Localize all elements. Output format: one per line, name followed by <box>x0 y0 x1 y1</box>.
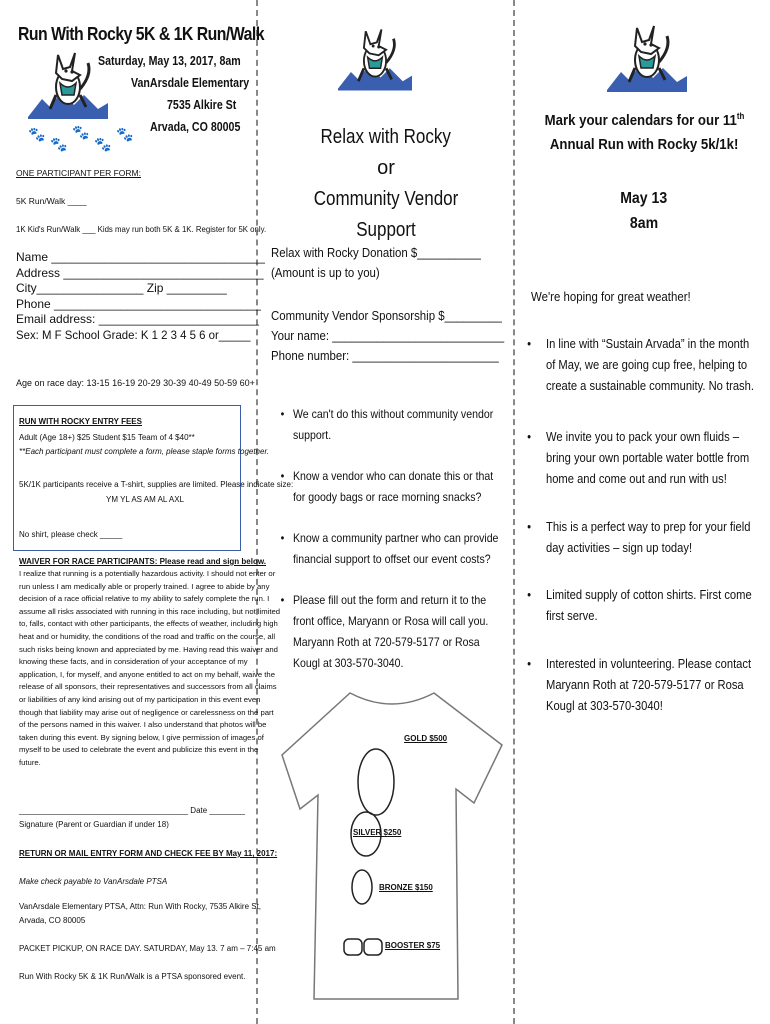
option-5k: 5K Run/Walk ____ <box>16 196 87 206</box>
school-street: 7535 Alkire St <box>167 98 237 112</box>
sponsorship-field[interactable]: Community Vendor Sponsorship $_________ <box>271 308 502 323</box>
info-bullet <box>546 516 750 558</box>
bullet-line: front office, Maryann or Rosa will call you. <box>293 614 489 628</box>
info-bullet <box>546 653 751 716</box>
bullet-line: • Know a vendor who can donate this or that <box>293 469 494 483</box>
event-title: Run With Rocky 5K & 1K Run/Walk <box>18 24 265 44</box>
vendor-bullet <box>293 528 498 570</box>
booster-tier: BOOSTER $75 <box>385 941 441 950</box>
race-time: 8am <box>629 215 659 232</box>
fold-divider-left <box>256 0 258 1024</box>
option-1k: 1K Kid's Run/Walk ___ Kids may run both 5K & 1K. Register for 5K only. <box>16 224 267 234</box>
waiver-line: release of all sponsors, their representatives and successors from all claims <box>19 682 277 692</box>
bullet-line: • We invite you to pack your own fluids – <box>546 429 740 444</box>
waiver-line: such risks being known and appreciated by me. Having read this waiver and <box>19 644 278 654</box>
one-participant-label: ONE PARTICIPANT PER FORM: <box>16 168 141 178</box>
weather-note: We're hoping for great weather! <box>531 289 691 304</box>
vendor-bullet <box>293 404 493 446</box>
shirt-note: 5K/1K participants receive a T-shirt, supplies are limited. Please indicate size: <box>19 480 294 489</box>
waiver-line: decision of a race official relative to my ability to safely complete the run. I <box>19 594 270 604</box>
fees-title: RUN WITH ROCKY ENTRY FEES <box>19 417 142 426</box>
calendar-sup: th <box>736 111 744 121</box>
paw-icon: 🐾 <box>28 126 46 142</box>
gold-tier: GOLD $500 <box>404 734 448 743</box>
payable-note: Make check payable to VanArsdale PTSA <box>19 877 168 886</box>
bullet-line: • Please fill out the form and return it to the <box>293 593 487 607</box>
waiver-line: heat and or humidity, the conditions of the road and traffic on the course, all <box>19 631 276 641</box>
waiver-line: or liabilities of any kind arising out of my participation in this event even <box>19 694 261 704</box>
signature-label: Signature (Parent or Guardian if under 18) <box>19 820 169 829</box>
paw-icon: 🐾 <box>116 126 134 142</box>
info-bullet <box>546 333 754 396</box>
mail-address-1: VanArsdale Elementary PTSA, Attn: Run With Rocky, 7535 Alkire St, <box>19 902 262 911</box>
bullet-line: Maryann Roth at 720-579-5177 or Rosa <box>546 677 744 692</box>
bullet-line: for goody bags or race morning snacks? <box>293 490 482 504</box>
rocky-wolf-logo <box>338 22 412 96</box>
waiver-line: knowing these facts, and in consideration of your acceptance of my <box>19 657 248 667</box>
packet-pickup: PACKET PICKUP, ON RACE DAY. SATURDAY, May 13. 7 am – 7:45 am <box>19 944 276 953</box>
info-bullet <box>546 426 749 489</box>
paw-prints <box>28 124 138 154</box>
shirt-sizes[interactable]: YM YL AS AM AL AXL <box>106 495 184 504</box>
silver-tier: SILVER $250 <box>353 828 402 837</box>
bullet-line: Maryann Roth at 720-579-5177 or Rosa <box>293 635 480 649</box>
vendor-heading <box>266 122 506 246</box>
bronze-tier: BRONZE $150 <box>379 883 433 892</box>
waiver-line: taken during this event. By signing below, I give permission of images of <box>19 732 264 742</box>
phone-number-field[interactable]: Phone number: _______________________ <box>271 348 499 363</box>
bullet-line: • We can't do this without community vendor <box>293 407 494 421</box>
waiver-line: application, I, for myself, and anyone entitled to act on my behalf, waive the <box>19 669 275 679</box>
bullet-line: first serve. <box>546 608 598 623</box>
paw-icon: 🐾 <box>72 124 90 140</box>
waiver-line: to, falls, contact with other participants, the effects of weather, including high <box>19 619 278 629</box>
bullet-line: create a sustainable community. No trash. <box>546 378 754 393</box>
sex-grade-field[interactable]: Sex: M F School Grade: K 1 2 3 4 5 6 or_____ <box>16 327 251 342</box>
info-bullet <box>546 584 752 626</box>
bullet-line: support. <box>293 428 332 442</box>
school-name: VanArsdale Elementary <box>131 76 250 90</box>
waiver-line: assume all risks associated with running in this race including, but not limited <box>19 606 281 616</box>
mail-address-2: Arvada, CO 80005 <box>19 916 86 925</box>
email-field[interactable]: Email address: ________________________ <box>16 312 259 327</box>
rocky-wolf-logo <box>28 45 108 125</box>
bullet-line: Kougl at 303-570-3040! <box>546 698 663 713</box>
signature-line[interactable]: ______________________________________ Date ________ <box>19 806 246 815</box>
participant-form <box>16 250 265 344</box>
vendor-bullet <box>293 590 488 674</box>
bullet-line: • In line with “Sustain Arvada” in the month <box>546 336 750 351</box>
school-city: Arvada, CO 80005 <box>150 120 241 134</box>
bullet-line: day activities – sign up today! <box>546 540 693 555</box>
race-date <box>522 186 766 236</box>
bullet-line: home and come out and run with us! <box>546 471 727 486</box>
bullet-line: Kougl at 303-570-3040. <box>293 656 404 670</box>
bullet-line: of May, we are going cup free, helping to <box>546 357 748 372</box>
paw-icon: 🐾 <box>50 136 68 152</box>
waiver-line: run unless I am medically able or properly trained. I agree to abide by any <box>19 581 270 591</box>
heading-vendor: Community Vendor Support <box>313 188 459 241</box>
heading-or: or <box>377 157 395 179</box>
bullet-line: • Know a community partner who can provide <box>293 531 499 545</box>
city-zip-field[interactable]: City________________ Zip _________ <box>16 281 227 296</box>
amount-note: (Amount is up to you) <box>271 265 380 280</box>
waiver-line: though that liability may arise out of negligence or carelessness on the part <box>19 707 274 717</box>
heading-relax: Relax with Rocky <box>320 126 452 148</box>
donation-form <box>271 243 504 366</box>
donation-field[interactable]: Relax with Rocky Donation $__________ <box>271 245 481 260</box>
vendor-bullet <box>293 466 493 508</box>
fold-divider-right <box>513 0 515 1024</box>
paw-icon: 🐾 <box>94 136 112 152</box>
calendar-heading <box>522 104 766 157</box>
address-field[interactable]: Address ______________________________ <box>16 265 264 280</box>
bullet-line: • Interested in volunteering. Please contact <box>546 656 752 671</box>
return-title: RETURN OR MAIL ENTRY FORM AND CHECK FEE BY May 11, 2017: <box>19 849 278 858</box>
bullet-line: • This is a perfect way to prep for your field <box>546 519 751 534</box>
your-name-field[interactable]: Your name: ___________________________ <box>271 328 505 343</box>
calendar-line-1: Mark your calendars for our 11 <box>544 112 737 129</box>
name-field[interactable]: Name ________________________________ <box>16 250 265 264</box>
ptsa-note: Run With Rocky 5K & 1K Run/Walk is a PTSA sponsored event. <box>19 972 246 981</box>
no-shirt-check[interactable]: No shirt, please check _____ <box>19 530 123 539</box>
waiver-line: I realize that running is a potentially hazardous activity. I should not enter or <box>19 569 276 578</box>
bullet-line: • Limited supply of cotton shirts. First come <box>546 587 752 602</box>
waiver-title: WAIVER FOR RACE PARTICIPANTS: Please read and sign below. <box>19 557 266 566</box>
age-categories[interactable]: Age on race day: 13-15 16-19 20-29 30-39 40-49 50-59 60+ <box>16 378 255 388</box>
tshirt-sponsor-graphic <box>278 685 508 1003</box>
race-day: May 13 <box>620 190 668 207</box>
bullet-line: financial support to offset our event costs? <box>293 552 491 566</box>
phone-field[interactable]: Phone _______________________________ <box>16 296 261 311</box>
fees-line: Adult (Age 18+) $25 Student $15 Team of 4 $40** <box>19 433 195 442</box>
waiver-line: myself to be used to celebrate the event and publicize this event in the <box>19 745 259 755</box>
waiver-line: future. <box>19 757 41 767</box>
event-date: Saturday, May 13, 2017, 8am <box>98 54 241 68</box>
waiver-line: of the persons named in this waiver. I also understand that photos will be <box>19 720 267 730</box>
calendar-line-2: Annual Run with Rocky 5k/1k! <box>549 136 739 153</box>
rocky-wolf-logo <box>607 18 687 98</box>
fees-note: **Each participant must complete a form, please staple forms together. <box>19 447 270 456</box>
bullet-line: bring your own portable water bottle from <box>546 450 750 465</box>
waiver-text <box>19 568 280 770</box>
